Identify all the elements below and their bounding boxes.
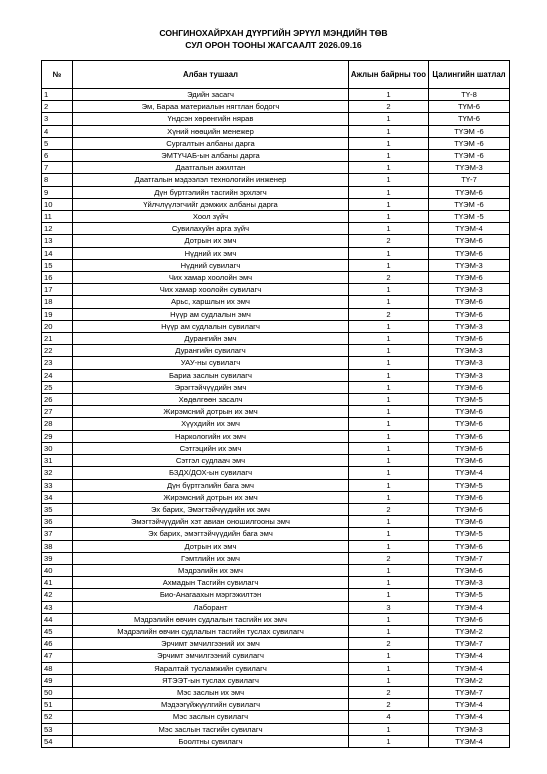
row-vacancy-count: 2 bbox=[349, 638, 429, 650]
table-row bbox=[42, 455, 510, 467]
row-vacancy-count: 1 bbox=[349, 662, 429, 674]
row-vacancy-count: 1 bbox=[349, 333, 429, 345]
table-row bbox=[42, 101, 510, 113]
row-salary-rank: ТҮЭМ-7 bbox=[429, 552, 510, 564]
row-number: 46 bbox=[42, 638, 73, 650]
row-position: Наркологийн их эмч bbox=[73, 430, 349, 442]
row-number: 25 bbox=[42, 381, 73, 393]
row-vacancy-count: 1 bbox=[349, 186, 429, 198]
row-vacancy-count: 1 bbox=[349, 613, 429, 625]
row-vacancy-count: 1 bbox=[349, 284, 429, 296]
row-vacancy-count: 1 bbox=[349, 516, 429, 528]
row-number: 37 bbox=[42, 528, 73, 540]
row-number: 33 bbox=[42, 479, 73, 491]
row-position: Эрчимт эмчилгээний их эмч bbox=[73, 638, 349, 650]
row-number: 15 bbox=[42, 259, 73, 271]
row-vacancy-count: 1 bbox=[349, 528, 429, 540]
table-row bbox=[42, 357, 510, 369]
row-vacancy-count: 1 bbox=[349, 406, 429, 418]
table-row bbox=[42, 418, 510, 430]
row-salary-rank: ТҮЭМ-3 bbox=[429, 259, 510, 271]
row-salary-rank: ТҮЭМ-6 bbox=[429, 381, 510, 393]
row-vacancy-count: 1 bbox=[349, 345, 429, 357]
table-row bbox=[42, 125, 510, 137]
row-position: Эрчимт эмчилгээний сувилагч bbox=[73, 650, 349, 662]
row-position: ЭМТҮЧАБ-ын албаны дарга bbox=[73, 150, 349, 162]
table-row bbox=[42, 723, 510, 735]
row-vacancy-count: 1 bbox=[349, 223, 429, 235]
table-row bbox=[42, 638, 510, 650]
row-vacancy-count: 1 bbox=[349, 735, 429, 747]
row-position: Мэс заслын их эмч bbox=[73, 686, 349, 698]
row-salary-rank: ТҮЭМ-6 bbox=[429, 418, 510, 430]
table-row bbox=[42, 613, 510, 625]
table-row bbox=[42, 479, 510, 491]
row-vacancy-count: 2 bbox=[349, 235, 429, 247]
row-position: Ахмадын Тасгийн сувилагч bbox=[73, 577, 349, 589]
table-row bbox=[42, 394, 510, 406]
table-row bbox=[42, 345, 510, 357]
row-number: 20 bbox=[42, 320, 73, 332]
row-vacancy-count: 1 bbox=[349, 577, 429, 589]
row-salary-rank: ТҮЭМ-6 bbox=[429, 442, 510, 454]
row-salary-rank: ТҮЭМ-5 bbox=[429, 528, 510, 540]
table-row bbox=[42, 296, 510, 308]
table-row bbox=[42, 320, 510, 332]
row-vacancy-count: 3 bbox=[349, 601, 429, 613]
row-number: 30 bbox=[42, 442, 73, 454]
row-number: 12 bbox=[42, 223, 73, 235]
header-vacancy-count: Ажлын байрны тоо bbox=[349, 61, 429, 89]
row-position: Хоол зүйч bbox=[73, 211, 349, 223]
table-row bbox=[42, 223, 510, 235]
row-vacancy-count: 1 bbox=[349, 564, 429, 576]
row-vacancy-count: 1 bbox=[349, 430, 429, 442]
row-vacancy-count: 1 bbox=[349, 650, 429, 662]
row-position: Эх барих, Эмэгтэйчүүдийн их эмч bbox=[73, 503, 349, 515]
table-row bbox=[42, 235, 510, 247]
row-salary-rank: ТҮЭМ-4 bbox=[429, 467, 510, 479]
row-number: 21 bbox=[42, 333, 73, 345]
row-position: Дурангийн эмч bbox=[73, 333, 349, 345]
row-vacancy-count: 1 bbox=[349, 320, 429, 332]
table-row bbox=[42, 369, 510, 381]
row-position: Хүний нөөцийн менежер bbox=[73, 125, 349, 137]
row-position: Нүүр ам судлалын сувилагч bbox=[73, 320, 349, 332]
row-position: Дотрын их эмч bbox=[73, 540, 349, 552]
row-number: 13 bbox=[42, 235, 73, 247]
row-position: УАУ-ны сувилагч bbox=[73, 357, 349, 369]
table-row bbox=[42, 406, 510, 418]
row-salary-rank: ТҮЭМ-6 bbox=[429, 516, 510, 528]
row-number: 2 bbox=[42, 101, 73, 113]
row-vacancy-count: 1 bbox=[349, 491, 429, 503]
row-vacancy-count: 1 bbox=[349, 455, 429, 467]
row-vacancy-count: 1 bbox=[349, 723, 429, 735]
table-row bbox=[42, 186, 510, 198]
row-position: Сургалтын албаны дарга bbox=[73, 137, 349, 149]
row-vacancy-count: 2 bbox=[349, 101, 429, 113]
header-number: № bbox=[42, 61, 73, 89]
row-salary-rank: ТҮЭМ-6 bbox=[429, 503, 510, 515]
header-salary-rank: Цалингийн шатлал bbox=[429, 61, 510, 89]
table-row bbox=[42, 442, 510, 454]
row-number: 14 bbox=[42, 247, 73, 259]
table-body bbox=[42, 89, 510, 748]
row-salary-rank: ТҮЭМ-6 bbox=[429, 564, 510, 576]
row-position: Дүн бүртгэлийн бага эмч bbox=[73, 479, 349, 491]
row-vacancy-count: 1 bbox=[349, 625, 429, 637]
row-position: Үндсэн хөрөнгийн нярав bbox=[73, 113, 349, 125]
row-vacancy-count: 2 bbox=[349, 308, 429, 320]
row-salary-rank: ТҮЭМ -5 bbox=[429, 211, 510, 223]
table-row bbox=[42, 333, 510, 345]
row-vacancy-count: 1 bbox=[349, 674, 429, 686]
table-row bbox=[42, 198, 510, 210]
row-vacancy-count: 1 bbox=[349, 113, 429, 125]
row-position: Мэс заслын тасгийн сувилагч bbox=[73, 723, 349, 735]
row-vacancy-count: 2 bbox=[349, 503, 429, 515]
table-row bbox=[42, 601, 510, 613]
row-number: 17 bbox=[42, 284, 73, 296]
row-position: Дүн бүртгэлийн тасгийн эрхлэгч bbox=[73, 186, 349, 198]
row-salary-rank: ТҮЭМ-6 bbox=[429, 308, 510, 320]
row-number: 11 bbox=[42, 211, 73, 223]
row-salary-rank: ТҮЭМ-7 bbox=[429, 638, 510, 650]
table-row bbox=[42, 662, 510, 674]
row-position: Эмэгтэйчүүдийн хэт авиан оношилгооны эмч bbox=[73, 516, 349, 528]
row-salary-rank: ТҮЭМ-3 bbox=[429, 284, 510, 296]
row-salary-rank: ТҮЭМ-6 bbox=[429, 296, 510, 308]
row-position: Чих хамар хоолойн эмч bbox=[73, 272, 349, 284]
table-row bbox=[42, 272, 510, 284]
row-number: 22 bbox=[42, 345, 73, 357]
row-number: 42 bbox=[42, 589, 73, 601]
row-vacancy-count: 1 bbox=[349, 589, 429, 601]
row-position: Даатгалын мэдээлэл технологийн инженер bbox=[73, 174, 349, 186]
row-number: 48 bbox=[42, 662, 73, 674]
row-position: Дурангийн сувилагч bbox=[73, 345, 349, 357]
row-vacancy-count: 1 bbox=[349, 211, 429, 223]
row-salary-rank: ТҮ-8 bbox=[429, 89, 510, 101]
row-salary-rank: ТҮЭМ-6 bbox=[429, 235, 510, 247]
row-salary-rank: ТҮЭМ-4 bbox=[429, 735, 510, 747]
row-position: Эрэгтэйчүүдийн эмч bbox=[73, 381, 349, 393]
row-number: 23 bbox=[42, 357, 73, 369]
row-number: 31 bbox=[42, 455, 73, 467]
table-row bbox=[42, 540, 510, 552]
row-position: Гэмтлийн их эмч bbox=[73, 552, 349, 564]
row-vacancy-count: 1 bbox=[349, 442, 429, 454]
table-row bbox=[42, 699, 510, 711]
row-position: Жирэмсний дотрын их эмч bbox=[73, 491, 349, 503]
row-position: Жирэмсний дотрын их эмч bbox=[73, 406, 349, 418]
table-row bbox=[42, 503, 510, 515]
table-row bbox=[42, 564, 510, 576]
row-number: 44 bbox=[42, 613, 73, 625]
row-number: 5 bbox=[42, 137, 73, 149]
row-vacancy-count: 1 bbox=[349, 296, 429, 308]
row-salary-rank: ТҮЭМ-4 bbox=[429, 601, 510, 613]
row-salary-rank: ТҮЭМ-4 bbox=[429, 650, 510, 662]
row-salary-rank: ТҮЭМ-6 bbox=[429, 540, 510, 552]
row-salary-rank: ТҮ-7 bbox=[429, 174, 510, 186]
row-number: 18 bbox=[42, 296, 73, 308]
row-salary-rank: ТҮЭМ -6 bbox=[429, 125, 510, 137]
row-position: Чих хамар хоолойн сувилагч bbox=[73, 284, 349, 296]
document-title: СОНГИНОХАЙРХАН ДҮҮРГИЙН ЭРҮҮЛ МЭНДИЙН ТӨВ bbox=[159, 28, 388, 38]
table-row bbox=[42, 259, 510, 271]
table-row bbox=[42, 211, 510, 223]
table-row bbox=[42, 381, 510, 393]
row-number: 1 bbox=[42, 89, 73, 101]
row-salary-rank: ТҮЭМ-3 bbox=[429, 723, 510, 735]
row-number: 36 bbox=[42, 516, 73, 528]
row-position: Нүдний их эмч bbox=[73, 247, 349, 259]
row-number: 27 bbox=[42, 406, 73, 418]
row-vacancy-count: 1 bbox=[349, 162, 429, 174]
row-vacancy-count: 1 bbox=[349, 467, 429, 479]
row-salary-rank: ТҮМ-6 bbox=[429, 113, 510, 125]
row-vacancy-count: 2 bbox=[349, 686, 429, 698]
row-salary-rank: ТҮЭМ-6 bbox=[429, 272, 510, 284]
row-vacancy-count: 1 bbox=[349, 198, 429, 210]
row-number: 29 bbox=[42, 430, 73, 442]
row-number: 38 bbox=[42, 540, 73, 552]
row-vacancy-count: 2 bbox=[349, 699, 429, 711]
row-salary-rank: ТҮЭМ-5 bbox=[429, 394, 510, 406]
table-row bbox=[42, 516, 510, 528]
row-position: Яаралтай тусламжийн сувилагч bbox=[73, 662, 349, 674]
row-vacancy-count: 1 bbox=[349, 89, 429, 101]
table-row bbox=[42, 552, 510, 564]
row-number: 34 bbox=[42, 491, 73, 503]
row-position: Мэдрэлийн өвчин судлалын тасгийн туслах сувилагч bbox=[73, 625, 349, 637]
row-number: 53 bbox=[42, 723, 73, 735]
row-salary-rank: ТҮЭМ-6 bbox=[429, 333, 510, 345]
row-number: 50 bbox=[42, 686, 73, 698]
row-number: 19 bbox=[42, 308, 73, 320]
row-number: 41 bbox=[42, 577, 73, 589]
table-row bbox=[42, 308, 510, 320]
row-position: Дотрын их эмч bbox=[73, 235, 349, 247]
row-number: 24 bbox=[42, 369, 73, 381]
table-row bbox=[42, 137, 510, 149]
row-salary-rank: ТҮЭМ-6 bbox=[429, 491, 510, 503]
row-salary-rank: ТҮЭМ-6 bbox=[429, 247, 510, 259]
row-salary-rank: ТҮЭМ-6 bbox=[429, 430, 510, 442]
row-position: Даатгалын ажилтан bbox=[73, 162, 349, 174]
row-vacancy-count: 1 bbox=[349, 259, 429, 271]
table-row bbox=[42, 113, 510, 125]
table-row bbox=[42, 577, 510, 589]
row-salary-rank: ТҮЭМ-3 bbox=[429, 357, 510, 369]
table-row bbox=[42, 674, 510, 686]
row-vacancy-count: 2 bbox=[349, 272, 429, 284]
table-row bbox=[42, 150, 510, 162]
row-position: БЗДХ/ДОХ-ын сувилагч bbox=[73, 467, 349, 479]
table-row bbox=[42, 162, 510, 174]
row-position: Бариа заслын сувилагч bbox=[73, 369, 349, 381]
row-salary-rank: ТҮЭМ -6 bbox=[429, 198, 510, 210]
row-number: 45 bbox=[42, 625, 73, 637]
row-position: Эдийн засагч bbox=[73, 89, 349, 101]
row-vacancy-count: 1 bbox=[349, 174, 429, 186]
row-position: Эм, Бараа материалын нягтлан бодогч bbox=[73, 101, 349, 113]
row-salary-rank: ТҮЭМ-5 bbox=[429, 479, 510, 491]
row-position: ЯТЭЭТ-ын туслах сувилагч bbox=[73, 674, 349, 686]
row-position: Нүүр ам судлалын эмч bbox=[73, 308, 349, 320]
row-position: Хөдөлгөөн засалч bbox=[73, 394, 349, 406]
row-number: 26 bbox=[42, 394, 73, 406]
row-salary-rank: ТҮЭМ-3 bbox=[429, 320, 510, 332]
row-salary-rank: ТҮЭМ-3 bbox=[429, 369, 510, 381]
row-number: 8 bbox=[42, 174, 73, 186]
row-position: Эх барих, эмэгтэйчүүдийн бага эмч bbox=[73, 528, 349, 540]
row-vacancy-count: 2 bbox=[349, 552, 429, 564]
row-position: Сэтгэл судлаач эмч bbox=[73, 455, 349, 467]
row-number: 28 bbox=[42, 418, 73, 430]
row-vacancy-count: 1 bbox=[349, 247, 429, 259]
row-salary-rank: ТҮЭМ-2 bbox=[429, 625, 510, 637]
row-position: Арьс, харшлын их эмч bbox=[73, 296, 349, 308]
table-row bbox=[42, 174, 510, 186]
row-salary-rank: ТҮЭМ-2 bbox=[429, 674, 510, 686]
row-vacancy-count: 1 bbox=[349, 381, 429, 393]
row-vacancy-count: 1 bbox=[349, 357, 429, 369]
header-position: Албан тушаал bbox=[73, 61, 349, 89]
row-salary-rank: ТҮЭМ-6 bbox=[429, 406, 510, 418]
row-number: 35 bbox=[42, 503, 73, 515]
row-salary-rank: ТҮЭМ-4 bbox=[429, 223, 510, 235]
row-position: Үйлчлүүлэгчийг дэмжих албаны дарга bbox=[73, 198, 349, 210]
row-vacancy-count: 1 bbox=[349, 137, 429, 149]
table-row bbox=[42, 467, 510, 479]
row-vacancy-count: 4 bbox=[349, 711, 429, 723]
row-number: 32 bbox=[42, 467, 73, 479]
row-number: 16 bbox=[42, 272, 73, 284]
row-position: Био-Анагаахын мэргэжилтэн bbox=[73, 589, 349, 601]
document-subtitle: СУЛ ОРОН ТООНЫ ЖАГСААЛТ 2026.09.16 bbox=[185, 40, 362, 50]
row-number: 6 bbox=[42, 150, 73, 162]
table-row bbox=[42, 247, 510, 259]
table-row bbox=[42, 284, 510, 296]
row-vacancy-count: 1 bbox=[349, 479, 429, 491]
row-salary-rank: ТҮЭМ-6 bbox=[429, 455, 510, 467]
table-row bbox=[42, 735, 510, 747]
row-position: Мэдээгүйжүүлгийн сувилагч bbox=[73, 699, 349, 711]
row-salary-rank: ТҮЭМ-3 bbox=[429, 345, 510, 357]
table-row bbox=[42, 650, 510, 662]
row-position: Нүдний сувилагч bbox=[73, 259, 349, 271]
row-number: 52 bbox=[42, 711, 73, 723]
vacancy-table bbox=[41, 60, 510, 748]
row-vacancy-count: 1 bbox=[349, 418, 429, 430]
row-salary-rank: ТҮЭМ-6 bbox=[429, 186, 510, 198]
table-row bbox=[42, 589, 510, 601]
row-position: Сэтгэцийн их эмч bbox=[73, 442, 349, 454]
row-salary-rank: ТҮЭМ-3 bbox=[429, 162, 510, 174]
row-number: 7 bbox=[42, 162, 73, 174]
table-row bbox=[42, 89, 510, 101]
row-salary-rank: ТҮЭМ-7 bbox=[429, 686, 510, 698]
row-salary-rank: ТҮЭМ-4 bbox=[429, 711, 510, 723]
row-salary-rank: ТҮЭМ-6 bbox=[429, 613, 510, 625]
table-header-row bbox=[42, 61, 510, 89]
row-salary-rank: ТҮЭМ-5 bbox=[429, 589, 510, 601]
row-number: 39 bbox=[42, 552, 73, 564]
row-position: Хүүхдийн их эмч bbox=[73, 418, 349, 430]
row-salary-rank: ТҮЭМ -6 bbox=[429, 137, 510, 149]
table-row bbox=[42, 491, 510, 503]
table-row bbox=[42, 625, 510, 637]
row-number: 51 bbox=[42, 699, 73, 711]
row-salary-rank: ТҮЭМ-4 bbox=[429, 699, 510, 711]
row-salary-rank: ТҮМ-6 bbox=[429, 101, 510, 113]
row-salary-rank: ТҮЭМ -6 bbox=[429, 150, 510, 162]
table-row bbox=[42, 711, 510, 723]
row-number: 43 bbox=[42, 601, 73, 613]
row-vacancy-count: 1 bbox=[349, 150, 429, 162]
row-position: Лаборант bbox=[73, 601, 349, 613]
row-number: 47 bbox=[42, 650, 73, 662]
row-number: 9 bbox=[42, 186, 73, 198]
row-position: Сувилахуйн арга зүйч bbox=[73, 223, 349, 235]
row-position: Боолтны сувилагч bbox=[73, 735, 349, 747]
row-vacancy-count: 1 bbox=[349, 125, 429, 137]
row-number: 40 bbox=[42, 564, 73, 576]
row-vacancy-count: 1 bbox=[349, 540, 429, 552]
table-row bbox=[42, 686, 510, 698]
table-row bbox=[42, 430, 510, 442]
row-salary-rank: ТҮЭМ-3 bbox=[429, 577, 510, 589]
row-vacancy-count: 1 bbox=[349, 369, 429, 381]
row-number: 54 bbox=[42, 735, 73, 747]
row-vacancy-count: 1 bbox=[349, 394, 429, 406]
table-row bbox=[42, 528, 510, 540]
row-position: Мэс заслын сувилагч bbox=[73, 711, 349, 723]
row-position: Мэдрэлийн өвчин судлалын тасгийн их эмч bbox=[73, 613, 349, 625]
row-salary-rank: ТҮЭМ-4 bbox=[429, 662, 510, 674]
row-number: 3 bbox=[42, 113, 73, 125]
row-number: 49 bbox=[42, 674, 73, 686]
row-number: 4 bbox=[42, 125, 73, 137]
row-number: 10 bbox=[42, 198, 73, 210]
row-position: Мэдрэлийн их эмч bbox=[73, 564, 349, 576]
